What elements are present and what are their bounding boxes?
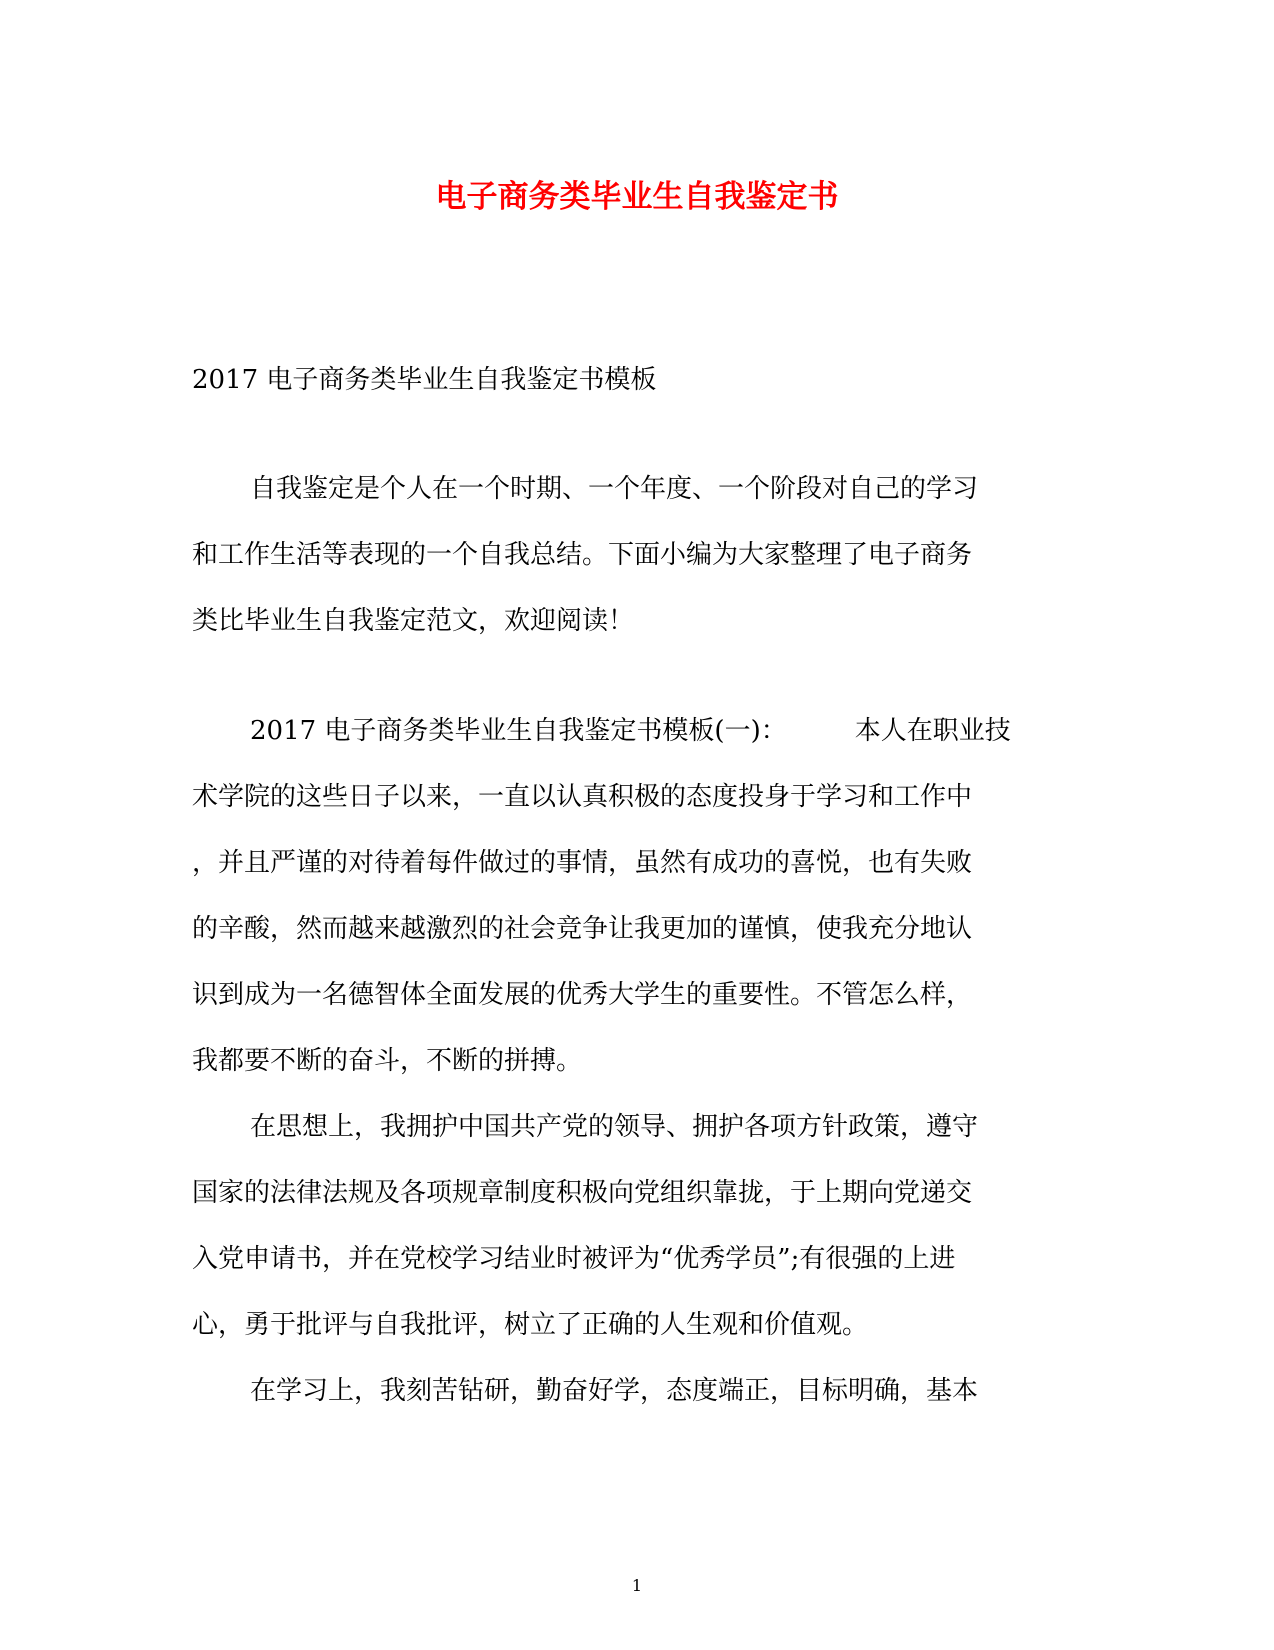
study-paragraph bbox=[192, 1358, 1092, 1424]
document-title: 电子商务类毕业生自我鉴定书 bbox=[435, 179, 839, 215]
thought-line: 入党申请书，并在党校学习结业时被评为“优秀学员”;有很强的上进 bbox=[192, 1244, 956, 1274]
section1-line: 术学院的这些日子以来，一直以认真积极的态度投身于学习和工作中 bbox=[192, 782, 973, 812]
document-subtitle: 2017 电子商务类毕业生自我鉴定书模板 bbox=[192, 365, 657, 395]
study-line: 在学习上，我刻苦钻研，勤奋好学，态度端正，目标明确，基本 bbox=[250, 1376, 979, 1406]
thought-line: 国家的法律法规及各项规章制度积极向党组织靠拢，于上期向党递交 bbox=[192, 1178, 973, 1208]
intro-line: 类比毕业生自我鉴定范文，欢迎阅读！ bbox=[192, 606, 635, 636]
section1-line: 我都要不断的奋斗，不断的拼搏。 bbox=[192, 1046, 583, 1076]
section1-paragraph bbox=[192, 698, 1092, 1094]
section1-line: 的辛酸，然而越来越激烈的社会竞争让我更加的谨慎，使我充分地认 bbox=[192, 914, 973, 944]
intro-line: 自我鉴定是个人在一个时期、一个年度、一个阶段对自己的学习 bbox=[250, 474, 979, 504]
section1-line: 识到成为一名德智体全面发展的优秀大学生的重要性。不管怎么样， bbox=[192, 980, 973, 1010]
page-number: 1 bbox=[631, 1576, 643, 1595]
intro-line: 和工作生活等表现的一个自我总结。下面小编为大家整理了电子商务 bbox=[192, 540, 973, 570]
section1-line: ，并且严谨的对待着每件做过的事情，虽然有成功的喜悦，也有失败 bbox=[192, 848, 973, 878]
thought-line: 心，勇于批评与自我批评，树立了正确的人生观和价值观。 bbox=[192, 1310, 869, 1340]
section1-heading: 2017 电子商务类毕业生自我鉴定书模板(一)： bbox=[250, 716, 787, 746]
thought-line: 在思想上，我拥护中国共产党的领导、拥护各项方针政策，遵守 bbox=[250, 1112, 979, 1142]
section1-heading-line bbox=[192, 698, 1092, 764]
section1-heading-tail: 本人在职业技 bbox=[854, 716, 1011, 746]
intro-paragraph bbox=[192, 456, 1092, 654]
thought-paragraph bbox=[192, 1094, 1092, 1358]
